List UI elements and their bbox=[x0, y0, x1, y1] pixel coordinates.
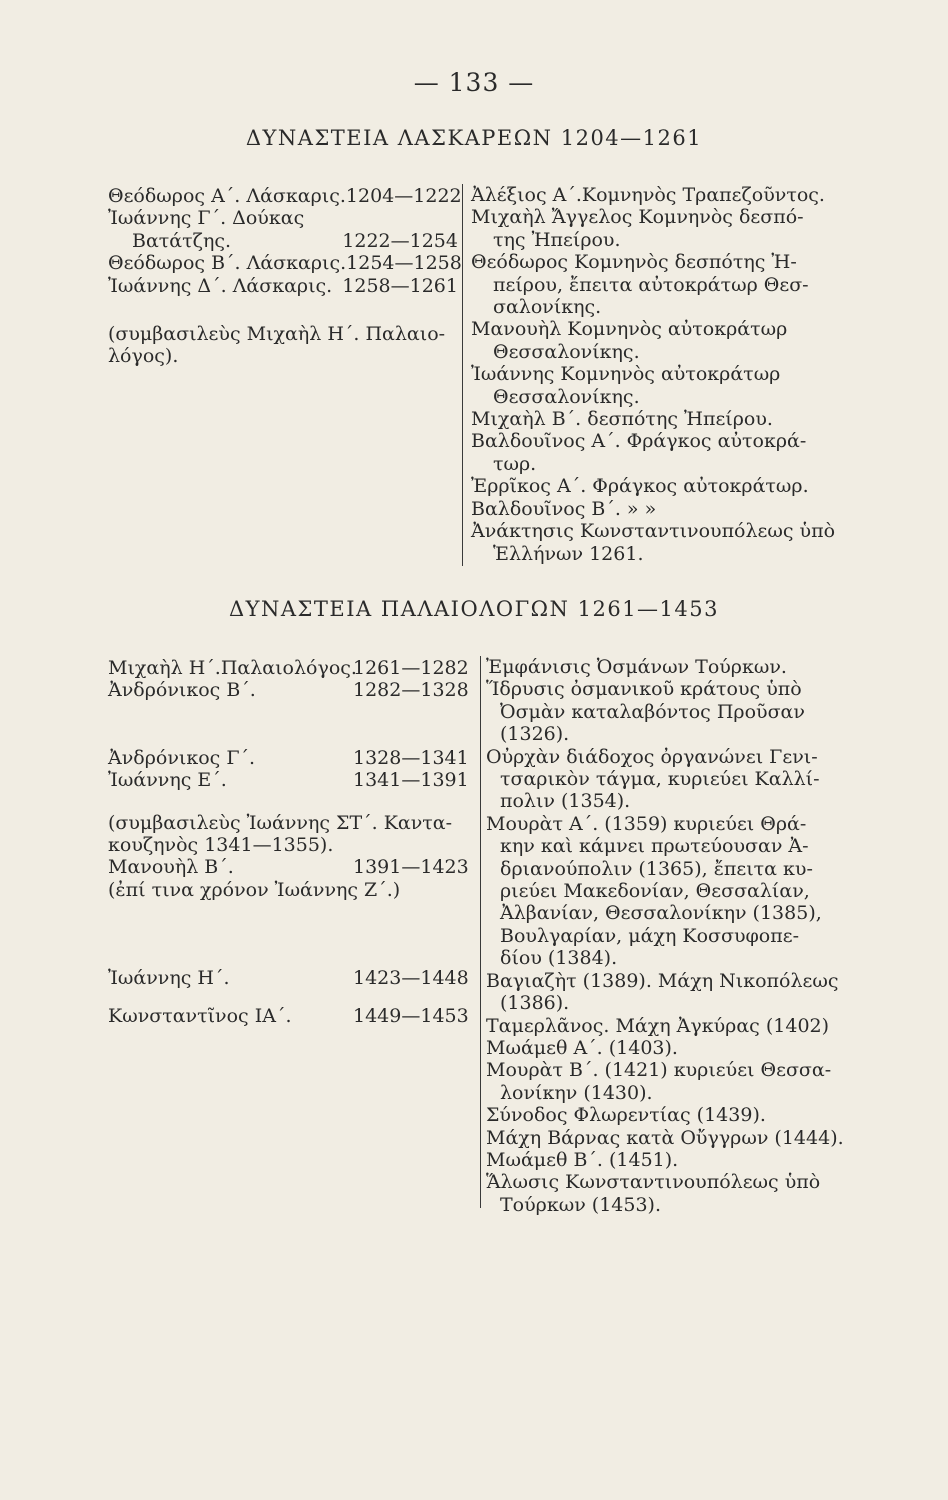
event-line: Ἑλλήνων 1261. bbox=[493, 542, 644, 565]
event-line: κην καὶ κάμνει πρωτεύουσαν Ἀ- bbox=[500, 835, 809, 858]
event-line: Βουλγαρίαν, μάχη Κοσσυφοπε- bbox=[500, 924, 799, 947]
event-line: Ἵδρυσις ὀσμανικοῦ κράτους ὑπὸ bbox=[486, 678, 802, 701]
co-emperor-note: (συμβασιλεὺς Ἰωάννης ΣΤ΄. Καντα- bbox=[108, 811, 453, 834]
column-divider bbox=[480, 656, 481, 1208]
event-line: λονίκην (1430). bbox=[500, 1081, 653, 1104]
event-line: Μωάμεθ Α΄. (1403). bbox=[486, 1036, 678, 1059]
palaiologos-left-column bbox=[108, 657, 472, 1027]
event-line: Μανουὴλ Κομνηνὸς αὐτοκράτωρ bbox=[471, 318, 788, 341]
event-line: Μουρὰτ Α΄. (1359) κυριεύει Θρά- bbox=[486, 812, 807, 835]
co-emperor-note: κουζηνὸς 1341—1355). bbox=[108, 834, 334, 857]
event-line: Ἐρρῖκος Α΄. Φράγκος αὐτοκράτωρ. bbox=[471, 475, 809, 498]
palaiologos-heading: ΔΥΝΑΣΤΕΙΑ ΠΑΛΑΙΟΛΟΓΩΝ 1261—1453 bbox=[228, 597, 719, 621]
event-line: ριεύει Μακεδονίαν, Θεσσαλίαν, bbox=[500, 880, 810, 903]
ruler-entry: Μανουὴλ Β΄. 1391—1423 bbox=[108, 856, 469, 879]
ruler-entry: Μιχαὴλ Η΄.Παλαιολόγος. 1261—1282 bbox=[108, 657, 469, 679]
event-line: Θεσσαλονίκης. bbox=[493, 340, 640, 363]
ruler-entry: Ἰωάννης Δ΄. Λάσκαρις. 1258—1261 bbox=[108, 274, 458, 297]
event-line: Ἅλωσις Κωνσταντινουπόλεως ὑπὸ bbox=[486, 1171, 821, 1194]
event-line: Μιχαὴλ Ἄγγελος Κομνηνὸς δεσπό- bbox=[471, 206, 804, 229]
event-line: σαλονίκης. bbox=[493, 296, 602, 319]
page-number: — 133 — bbox=[413, 68, 535, 97]
ruler-entry: Βατάτζης. 1222—1254 bbox=[132, 229, 458, 252]
event-line: Βαλδουῖνος Α΄. Φράγκος αὐτοκρά- bbox=[471, 430, 807, 453]
event-line: δίου (1384). bbox=[500, 947, 618, 970]
event-line: Ταμερλᾶνος. Μάχη Ἀγκύρας (1402) bbox=[486, 1014, 830, 1037]
ruler-entry: Θεόδωρος Β΄. Λάσκαρις. 1254—1258 bbox=[108, 252, 462, 275]
column-divider bbox=[462, 184, 463, 566]
laskaris-right-column bbox=[471, 184, 846, 565]
ruler-entry: Ἰωάννης Ε΄. 1341—1391 bbox=[108, 769, 469, 792]
ruler-entry: Κωνσταντῖνος ΙΑ΄. 1449—1453 bbox=[108, 1004, 469, 1027]
ruler-entry: Ἰωάννης Η΄. 1423—1448 bbox=[108, 967, 469, 990]
event-line: Ἀλέξιος Α΄.Κομνηνὸς Τραπεζοῦντος. bbox=[471, 184, 825, 206]
event-line: τσαρικὸν τάγμα, κυριεύει Καλλί- bbox=[500, 768, 820, 791]
co-emperor-note: λόγος). bbox=[108, 345, 179, 368]
event-line: Ὀσμὰν καταλαβόντος Προῦσαν bbox=[500, 700, 805, 723]
event-line: Θεσσαλονίκης. bbox=[493, 385, 640, 408]
co-emperor-note: (ἐπί τινα χρόνον Ἰωάννης Ζ΄.) bbox=[108, 878, 401, 901]
event-line: Μωάμεθ Β΄. (1451). bbox=[486, 1148, 679, 1171]
event-line: Βαγιαζὴτ (1389). Μάχη Νικοπόλεως bbox=[486, 969, 839, 992]
event-line: Μάχη Βάρνας κατὰ Οὔγγρων (1444). bbox=[486, 1126, 844, 1149]
event-line: Ἀλβανίαν, Θεσσαλονίκην (1385), bbox=[500, 902, 822, 925]
event-line: (1326). bbox=[500, 723, 570, 746]
laskaris-left-column bbox=[108, 185, 462, 368]
event-line: δριανούπολιν (1365), ἔπειτα κυ- bbox=[500, 857, 813, 880]
event-line: της Ἠπείρου. bbox=[493, 228, 621, 251]
event-line: τωρ. bbox=[493, 452, 537, 475]
event-line: Βαλδουῖνος Β΄. » » bbox=[471, 497, 657, 520]
co-emperor-note: (συμβασιλεὺς Μιχαὴλ Η΄. Παλαιο- bbox=[108, 323, 446, 346]
event-line: Ἀνάκτησις Κωνσταντινουπόλεως ὑπὸ bbox=[471, 520, 836, 543]
ruler-entry: Ἰωάννης Γ΄. Δούκας bbox=[108, 207, 305, 230]
event-line: (1386). bbox=[500, 992, 570, 1015]
event-line: Ἐμφάνισις Ὀσμάνων Τούρκων. bbox=[486, 656, 787, 678]
event-line: Οὐρχὰν διάδοχος ὀργανώνει Γενι- bbox=[486, 745, 818, 768]
event-line: πείρου, ἔπειτα αὐτοκράτωρ Θεσ- bbox=[493, 273, 809, 296]
ruler-entry: Ἀνδρόνικος Γ΄. 1328—1341 bbox=[108, 746, 469, 769]
ruler-entry: Ἀνδρόνικος Β΄. 1282—1328 bbox=[108, 679, 469, 702]
event-line: Μουρὰτ Β΄. (1421) κυριεύει Θεσσα- bbox=[486, 1059, 832, 1082]
event-line: Ἰωάννης Κομνηνὸς αὐτοκράτωρ bbox=[471, 363, 781, 386]
event-line: πολιν (1354). bbox=[500, 790, 631, 813]
ruler-entry: Θεόδωρος Α΄. Λάσκαρις. 1204—1222 bbox=[108, 185, 462, 207]
event-line: Τούρκων (1453). bbox=[500, 1193, 662, 1216]
palaiologos-right-column bbox=[486, 656, 858, 1216]
laskaris-heading: ΔΥΝΑΣΤΕΙΑ ΛΑΣΚΑΡΕΩΝ 1204—1261 bbox=[245, 126, 703, 150]
event-line: Μιχαὴλ Β΄. δεσπότης Ἠπείρου. bbox=[471, 408, 773, 431]
event-line: Σύνοδος Φλωρεντίας (1439). bbox=[486, 1104, 766, 1127]
event-line: Θεόδωρος Κομνηνὸς δεσπότης Ἠ- bbox=[471, 251, 797, 274]
